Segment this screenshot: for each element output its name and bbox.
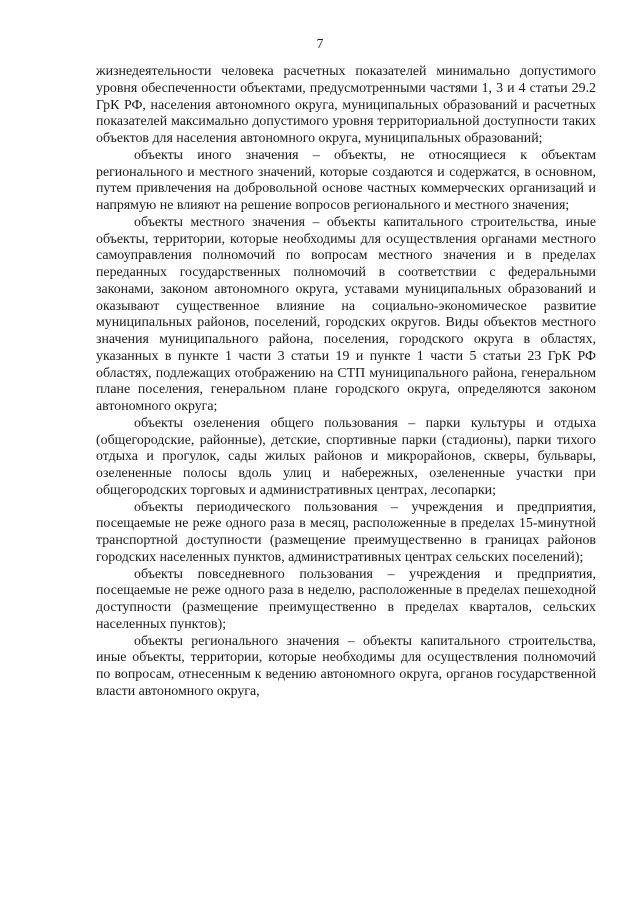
paragraph-regional-significance-objects: объекты регионального значения – объекты капитального строительства, иные объекты, территории, которые необходимы для осуществления полномочий по вопросам, отнесенным к ведению автономного округа, органов государственной власти автономного округа, (96, 633, 596, 699)
document-body (96, 64, 596, 701)
page-number: 7 (316, 36, 324, 51)
paragraph-local-significance-objects: объекты местного значения – объекты капитального строительства, иные объекты, территории, которые необходимы для осуществления органами местного самоуправления полномочий по вопросам местного значения и в пределах переданных государственных полномочий в соответствии с федеральными законами, законом автономного округа, уставами муниципальных образований и оказывают существенное влияние на социально-экономическое развитие муниципальных районов, поселений, городских округов. Виды объектов местного значения муниципального района, поселения, городского округа в областях, указанных в пункте 1 части 3 статьи 19 и пункте 1 части 5 статьи 23 ГрК РФ областях, подлежащих отображению на СТП муниципального района, генеральном плане поселения, генеральном плане городского округа, определяются законом автономного округа; (96, 214, 596, 414)
paragraph-continuation: жизнедеятельности человека расчетных показателей минимально допустимого уровня обеспеченности объектами, предусмотренными частями 1, 3 и 4 статьи 29.2 ГрК РФ, населения автономного округа, муниципальных образований и расчетных показателей максимально допустимого уровня территориальной доступности таких объектов для населения автономного округа, муниципальных образований; (96, 64, 596, 146)
paragraph-other-significance-objects: объекты иного значения – объекты, не относящиеся к объектам регионального и местного значений, которые создаются и содержатся, в основном, путем привлечения на добровольной основе частных коммерческих организаций и напрямую не влияют на решение вопросов регионального и местного значения; (96, 147, 596, 213)
paragraph-public-greenery-objects: объекты озеленения общего пользования – парки культуры и отдыха (общегородские, районные), детские, спортивные парки (стадионы), парки тихого отдыха и прогулок, сады жилых районов и микрорайонов, скверы, бульвары, озелененные полосы вдоль улиц и набережных, озелененные участки при общегородских торговых и административных центрах, лесопарки; (96, 415, 596, 498)
paragraph-periodic-use-objects: объекты периодического пользования – учреждения и предприятия, посещаемые не реже одного раза в месяц, расположенные в пределах 15-минутной транспортной доступности (размещение преимущественно в границах районов городских населенных пунктов, административных центрах сельских поселений); (96, 499, 596, 565)
paragraph-daily-use-objects: объекты повседневного пользования – учреждения и предприятия, посещаемые не реже одного раза в неделю, расположенные в пределах пешеходной доступности (размещение преимущественно в пределах кварталов, сельских населенных пунктов); (96, 566, 596, 632)
